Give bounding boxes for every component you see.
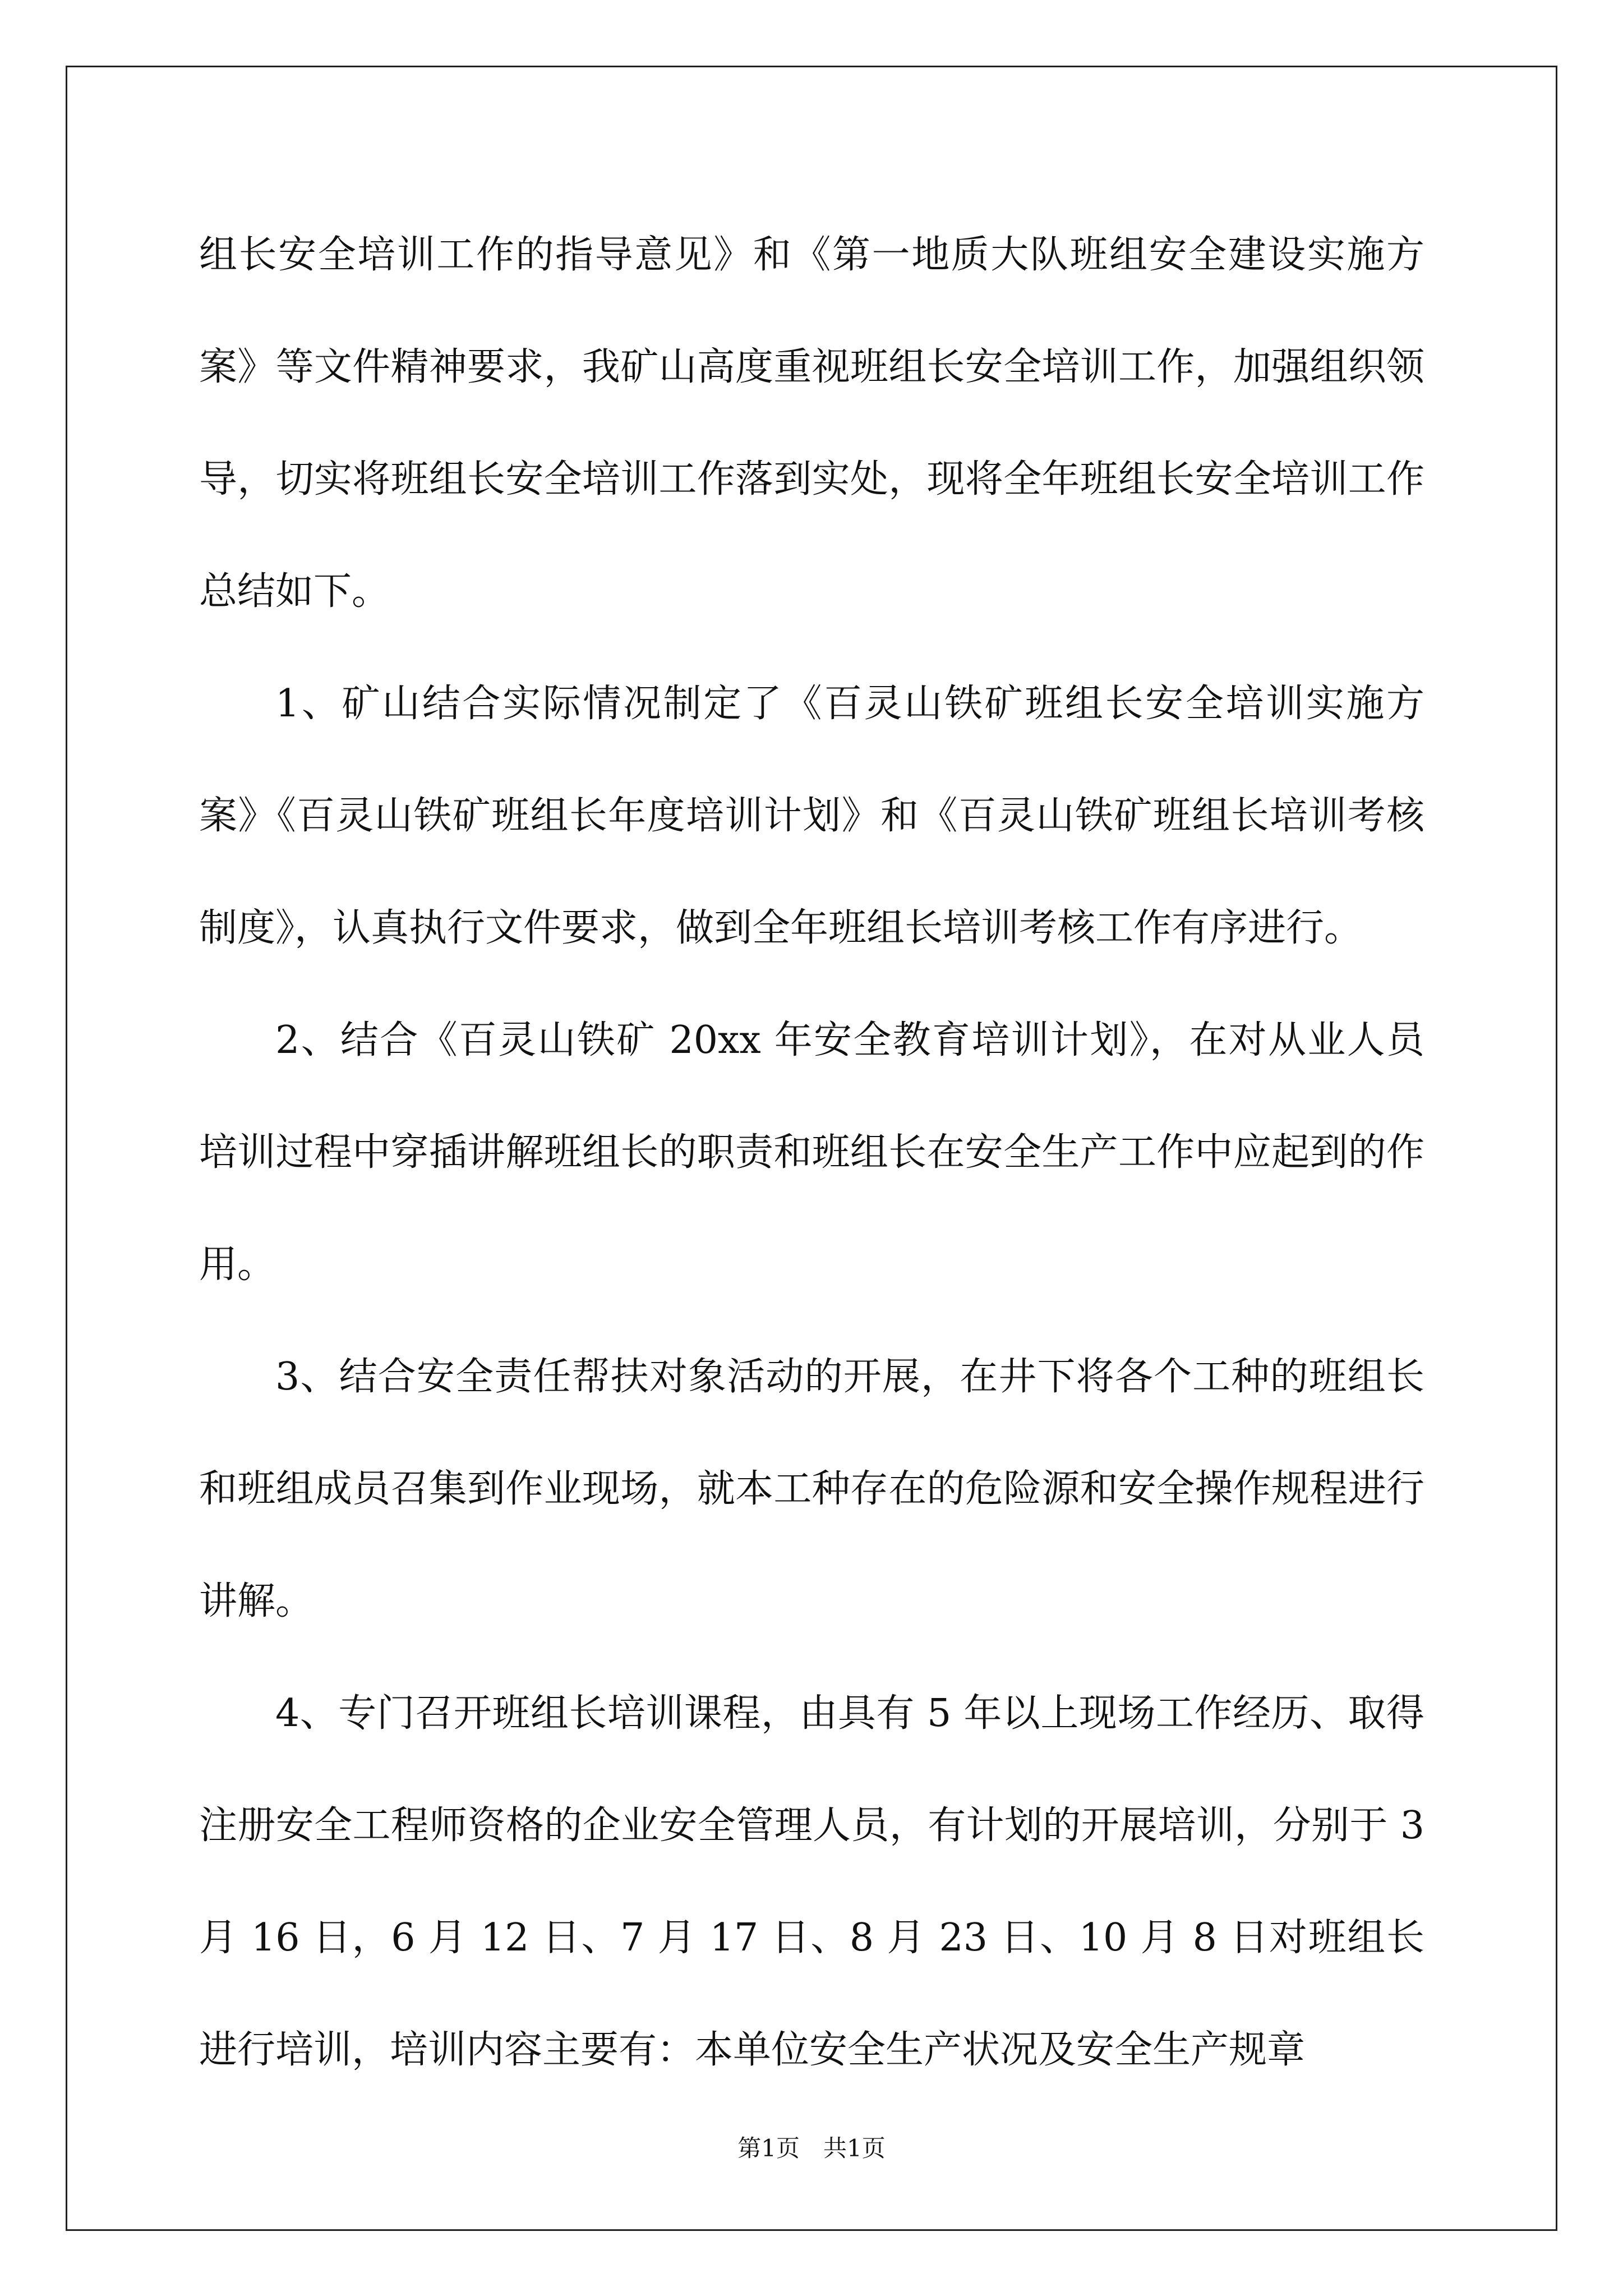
- paragraph-item-1: 1、矿山结合实际情况制定了《百灵山铁矿班组长安全培训实施方案》《百灵山铁矿班组长年度培训计划》和《百灵山铁矿班组长培训考核制度》，认真执行文件要求，做到全年班组长培训考核工作有序进行。: [199, 682, 1424, 950]
- paragraph-item-3: 3、结合安全责任帮扶对象活动的开展，在井下将各个工种的班组长和班组成员召集到作业现场，就本工种存在的危险源和安全操作规程进行讲解。: [199, 1355, 1424, 1623]
- paragraph-intro: 组长安全培训工作的指导意见》和《第一地质大队班组安全建设实施方案》等文件精神要求，我矿山高度重视班组长安全培训工作，加强组织领导，切实将班组长安全培训工作落到实处，现将全年班组长安全培训工作总结如下。: [199, 233, 1424, 614]
- paragraph-item-2: 2、结合《百灵山铁矿 20xx 年安全教育培训计划》，在对从业人员培训过程中穿插讲解班组长的职责和班组长在安全生产工作中应起到的作用。: [199, 1018, 1424, 1287]
- document-body: [199, 199, 1424, 2106]
- page-number-footer: 第1页 共1页: [737, 2134, 886, 2162]
- paragraph-item-4: 4、专门召开班组长培训课程，由具有 5 年以上现场工作经历、取得注册安全工程师资格的企业安全管理人员，有计划的开展培训，分别于 3 月 16 日，6 月 12 日、7 月 17 日、8 月 23 日、10 月 8 日对班组长进行培训，培训内容主要有：本单位安全生产状况及安全生产规章: [199, 1691, 1424, 2072]
